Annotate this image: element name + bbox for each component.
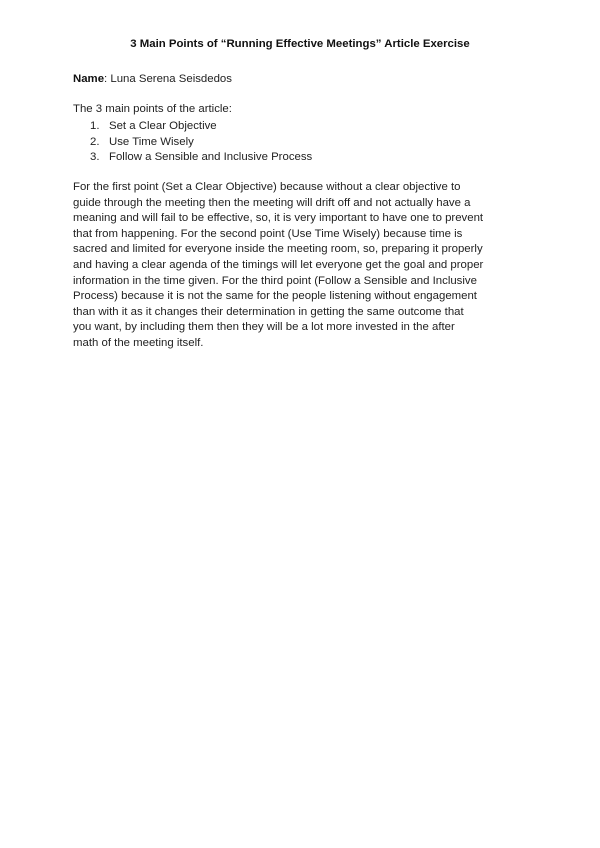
paragraph-line: that from happening. For the second point (Use Time Wisely) because time is	[73, 227, 463, 240]
explanation-paragraph	[73, 180, 533, 352]
paragraph-line: sacred and limited for everyone inside the meeting room, so, preparing it properly	[73, 243, 483, 256]
paragraph-line: and having a clear agenda of the timings will let everyone get the goal and proper	[73, 258, 484, 271]
list-item-text: Set a Clear Objective	[109, 120, 217, 132]
paragraph-line: math of the meeting itself.	[73, 336, 204, 349]
list-item-number: 1.	[90, 120, 100, 132]
list-item-text: Follow a Sensible and Inclusive Process	[109, 151, 313, 164]
paragraph-line: Process) because it is not the same for the people listening without engagement	[73, 290, 477, 303]
paragraph-line: you want, by including them then they will be a lot more invested in the after	[73, 321, 455, 334]
paragraph-line: information in the time given. For the third point (Follow a Sensible and Inclusive	[73, 274, 477, 287]
name-label: Name	[73, 73, 105, 85]
list-item-number: 2.	[90, 135, 100, 148]
paragraph-line: than with it as it changes their determination in getting the same outcome that	[73, 305, 464, 318]
document-title: 3 Main Points of “Running Effective Meetings” Article Exercise	[130, 38, 470, 50]
paragraph-line: For the first point (Set a Clear Objective) because without a clear objective to	[73, 181, 461, 193]
list-item-text: Use Time Wisely	[109, 135, 194, 148]
paragraph-line: guide through the meeting then the meeting will drift off and not actually have a	[73, 196, 471, 209]
intro-text: The 3 main points of the article:	[73, 103, 232, 115]
name-line	[73, 73, 232, 85]
paragraph-line: meaning and will fail to be effective, so, it is very important to have one to prevent	[73, 212, 484, 225]
name-value: : Luna Serena Seisdedos	[104, 73, 232, 85]
list-item-number: 3.	[90, 151, 100, 164]
